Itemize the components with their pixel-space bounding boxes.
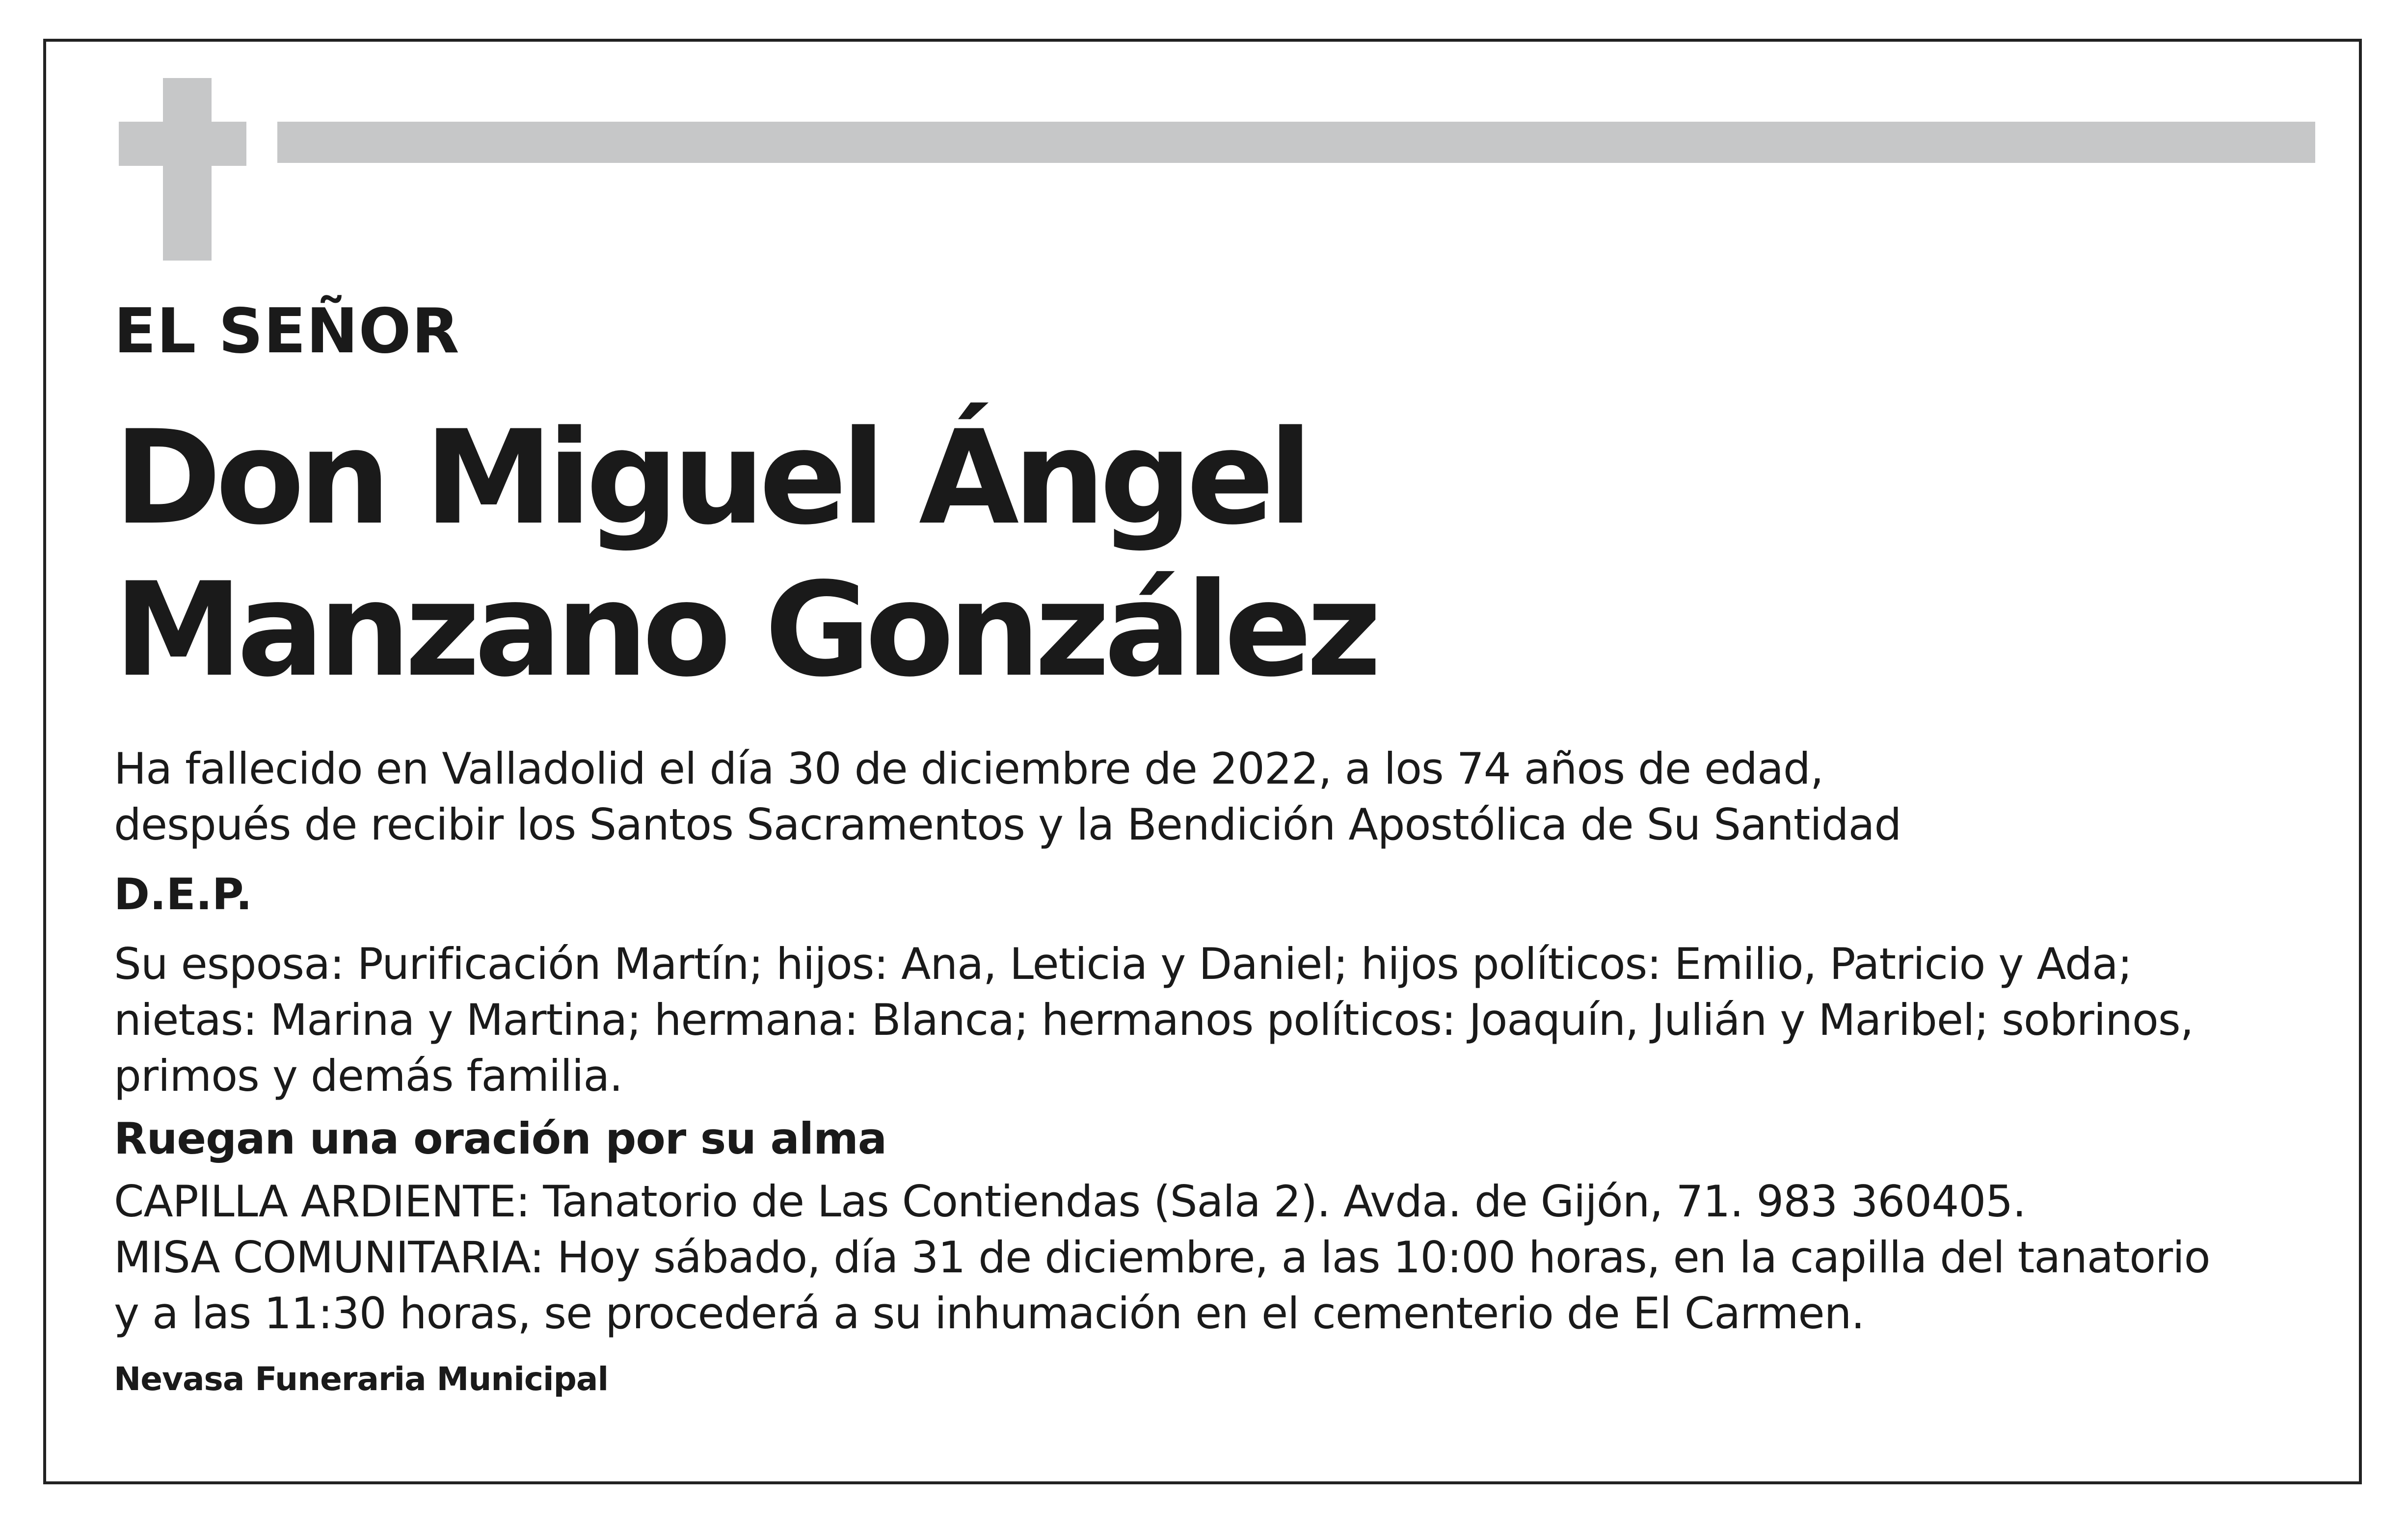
service-line3: y a las 11:30 horas, se procederá a su inhumación en el cementerio de El Carmen. [114,1288,1865,1339]
family-list [114,936,2313,1104]
notice-content [114,294,2313,1401]
cross-icon [163,78,212,261]
prayer-request: Ruegan una oración por su alma [114,1113,887,1164]
service-line1: CAPILLA ARDIENTE: Tanatorio de Las Contiendas (Sala 2). Avda. de Gijón, 71. 983 360405. [114,1176,2026,1227]
family-line3: primos y demás familia. [114,1051,623,1101]
service-details [114,1174,2313,1342]
deceased-name [114,402,2313,707]
funeral-home-signature: Nevasa Funeraria Municipal [114,1360,609,1398]
honorific-prefix: EL SEÑOR [114,295,460,367]
deceased-name-line2: Manzano González [114,555,1376,706]
family-line1: Su esposa: Purificación Martín; hijos: Ana, Leticia y Daniel; hijos políticos: Emilio, Patricio y Ada; [114,939,2132,989]
family-line2: nietas: Marina y Martina; hermana: Blanca; hermanos políticos: Joaquín, Julián y Maribel; sobrinos, [114,995,2194,1045]
service-line2: MISA COMUNITARIA: Hoy sábado, día 31 de diciembre, a las 10:00 horas, en la capilla del tanatorio [114,1232,2210,1283]
cross-icon-bar [119,122,246,166]
death-notice-line2: después de recibir los Santos Sacramentos y la Bendición Apostólica de Su Santidad [114,799,1901,850]
header-rule [277,122,2315,163]
deceased-name-line1: Don Miguel Ángel [114,403,1307,553]
death-notice-line1: Ha fallecido en Valladolid el día 30 de diciembre de 2022, a los 74 años de edad, [114,743,1823,794]
death-notice [114,741,2313,853]
dep-label: D.E.P. [114,869,252,920]
